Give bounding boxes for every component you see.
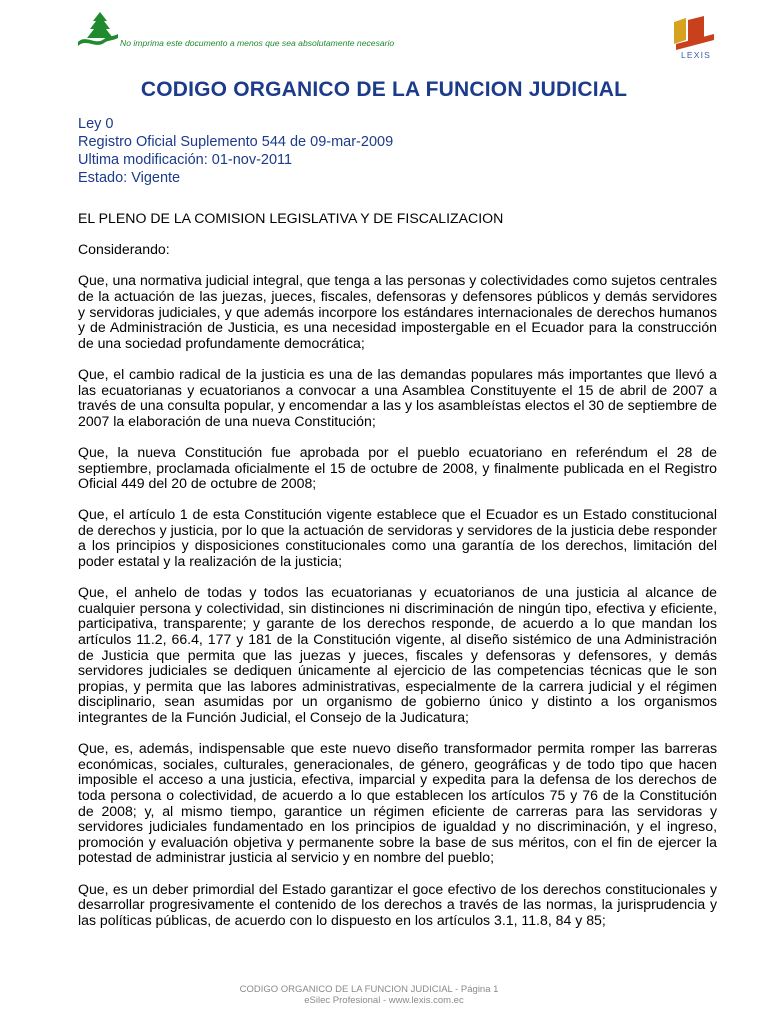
issuer-heading: EL PLENO DE LA COMISION LEGISLATIVA Y DE FISCALIZACION <box>78 210 504 226</box>
paragraph: Que, el artículo 1 de esta Constitución vigente establece que el Ecuador es un Estado constitucional de derechos y justicia, por lo que la actuación de servidoras y servidores de la justicia debe responder a los principios y disposiciones constitucionales como una garantía de los derechos, limitación del poder estatal y la realización de la justicia; <box>78 506 717 570</box>
meta-modificacion: Ultima modificación: 01-nov-2011 <box>78 152 293 168</box>
lexis-logo <box>670 14 722 60</box>
considerando-label: Considerando: <box>78 241 170 258</box>
eco-print-notice: No imprima este documento a menos que sea absolutamente necesario <box>120 38 395 48</box>
lexis-wordmark: LEXIS <box>680 50 712 60</box>
document-body <box>78 211 717 944</box>
paragraph: Que, el cambio radical de la justicia es una de las demandas populares más importantes que llevó a las ecuatorianas y ecuatorianos a convocar a una Asamblea Constituyente el 15 de abril de 2007 a través de una consulta popular, y encomendar a las y los asambleístas electos el 30 de septiembre de 2007 la elaboración de una nueva Constitución; <box>78 365 717 429</box>
page-header <box>0 0 768 70</box>
meta-registro: Registro Oficial Suplemento 544 de 09-mar-2009 <box>78 134 394 150</box>
paragraph: Que, la nueva Constitución fue aprobada por el pueblo ecuatoriano en referéndum el 28 de septiembre, proclamada oficialmente el 15 de octubre de 2008, y finalmente publicada en el Registro Oficial 449 del 20 de octubre de 2008; <box>78 443 717 492</box>
meta-ley: Ley 0 <box>78 116 114 132</box>
footer-site: eSilec Profesional - www.lexis.com.ec <box>304 995 464 1006</box>
paragraph: Que, el anhelo de todas y todos las ecuatorianas y ecuatorianos de una justicia al alcance de cualquier persona y colectividad, sin distinciones ni discriminación de ningún tipo, efectiva y eficiente, participativa, transparente; y garante de los derechos responde, de acuerdo a lo que mandan los artículos 11.2, 66.4, 177 y 181 de la Constitución vigente, al diseño sistémico de una Administración de Justicia que permita que las juezas y jueces, fiscales y defensoras y defensores, y demás servidores judiciales se dediquen únicamente al ejercicio de las competencias técnicas que le son propias, y permita que las labores administrativas, especialmente de la carrera judicial y el régimen disciplinario, sean asumidas por un organismo de gobierno único y distinto a los organismos integrantes de la Función Judicial, el Consejo de la Judicatura; <box>78 584 717 725</box>
tree-eco-icon <box>78 12 118 48</box>
footer-page-label: CODIGO ORGANICO DE LA FUNCION JUDICIAL - Página 1 <box>239 984 499 995</box>
document-title: CODIGO ORGANICO DE LA FUNCION JUDICIAL <box>140 78 628 101</box>
paragraph: Que, es, además, indispensable que este nuevo diseño transformador permita romper las barreras económicas, sociales, culturales, generacionales, de género, geográficas y de todo tipo que hacen imposible el acceso a una justicia, efectiva, imparcial y expedita para la defensa de los derechos de toda persona o colectividad, de acuerdo a lo que establecen los artículos 75 y 76 de la Constitución de 2008; y, al mismo tiempo, garantice un régimen eficiente de carreras para las servidoras y servidores judiciales fundamentado en los principios de igualdad y no discriminación, y el ingreso, promoción y evaluación objetiva y permanente sobre la base de sus méritos, con el fin de ejercer la potestad de administrar justicia al servicio y en nombre del pueblo; <box>78 740 717 866</box>
meta-estado: Estado: Vigente <box>78 170 181 186</box>
page-footer <box>0 984 768 1006</box>
paragraph: Que, es un deber primordial del Estado garantizar el goce efectivo de los derechos constitucionales y desarrollar progresivamente el contenido de los derechos a través de las normas, la jurisprudencia y las políticas públicas, de acuerdo con lo dispuesto en los artículos 3.1, 11.8, 84 y 85; <box>78 880 717 928</box>
paragraph: Que, una normativa judicial integral, que tenga a las personas y colectividades como sujetos centrales de la actuación de las juezas, jueces, fiscales, defensoras y defensores públicos y demás servidores y servidoras judiciales, y que además incorpore los estándares internacionales de derechos humanos y de Administración de Justicia, es una necesidad impostergable en el Ecuador para la construcción de una sociedad profundamente democrática; <box>78 272 717 351</box>
document-meta <box>78 115 393 187</box>
